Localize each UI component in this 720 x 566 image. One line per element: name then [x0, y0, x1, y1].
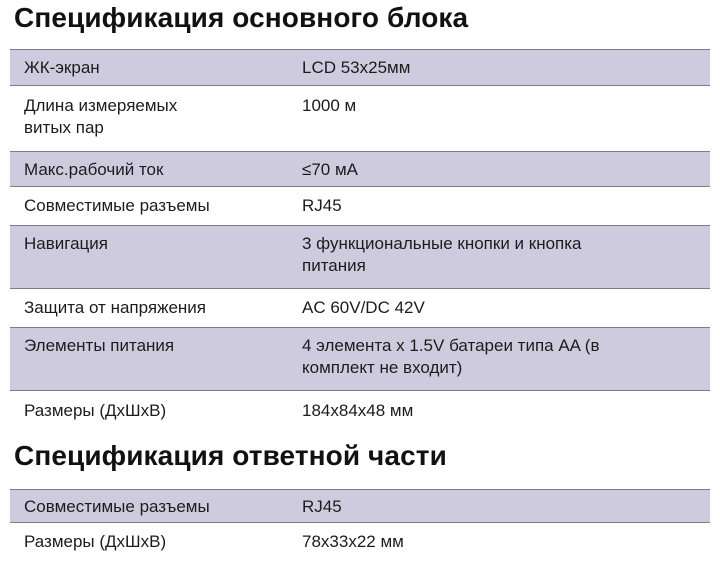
remote-part-title: Спецификация ответной части: [14, 440, 447, 471]
spec-value: LCD 53x25мм: [302, 58, 411, 77]
spec-value: 4 элемента x 1.5V батареи типа AA (в комплект не входит): [302, 336, 600, 377]
spec-label: Навигация: [24, 234, 108, 253]
spec-row-dimensions: [10, 391, 710, 429]
spec-label: Размеры (ДхШхВ): [24, 401, 167, 420]
spec-row-max-current: [10, 151, 710, 187]
spec-label: Защита от напряжения: [24, 298, 207, 317]
spec-row-lcd: [10, 49, 710, 86]
spec-value: AC 60V/DC 42V: [302, 298, 425, 317]
spec-value: 184x84x48 мм: [302, 401, 414, 420]
spec-row-batteries: [10, 327, 710, 391]
spec-value: RJ45: [302, 196, 342, 215]
spec-row-dimensions: [10, 523, 710, 561]
spec-row-connectors: [10, 187, 710, 225]
spec-label: Совместимые разъемы: [24, 196, 210, 215]
spec-row-voltage-protection: [10, 289, 710, 327]
spec-row-cable-length: [10, 86, 710, 151]
spec-row-connectors: [10, 489, 710, 523]
spec-value: RJ45: [302, 497, 342, 516]
spec-value: 3 функциональные кнопки и кнопка питания: [302, 234, 582, 275]
main-block-title: Спецификация основного блока: [14, 2, 469, 33]
spec-value: 78x33x22 мм: [302, 532, 404, 551]
spec-label: ЖК-экран: [24, 58, 100, 77]
main-block-spec-table: [10, 49, 710, 429]
spec-label: Совместимые разъемы: [24, 497, 210, 516]
spec-label: Макс.рабочий ток: [24, 160, 164, 179]
spec-row-navigation: [10, 225, 710, 289]
remote-part-spec-table: [10, 489, 710, 561]
spec-label: Размеры (ДхШхВ): [24, 532, 167, 551]
spec-value: 1000 м: [302, 96, 357, 115]
spec-label: Длина измеряемых витых пар: [24, 96, 178, 137]
spec-label: Элементы питания: [24, 336, 175, 355]
spec-value: ≤70 мА: [302, 160, 358, 179]
